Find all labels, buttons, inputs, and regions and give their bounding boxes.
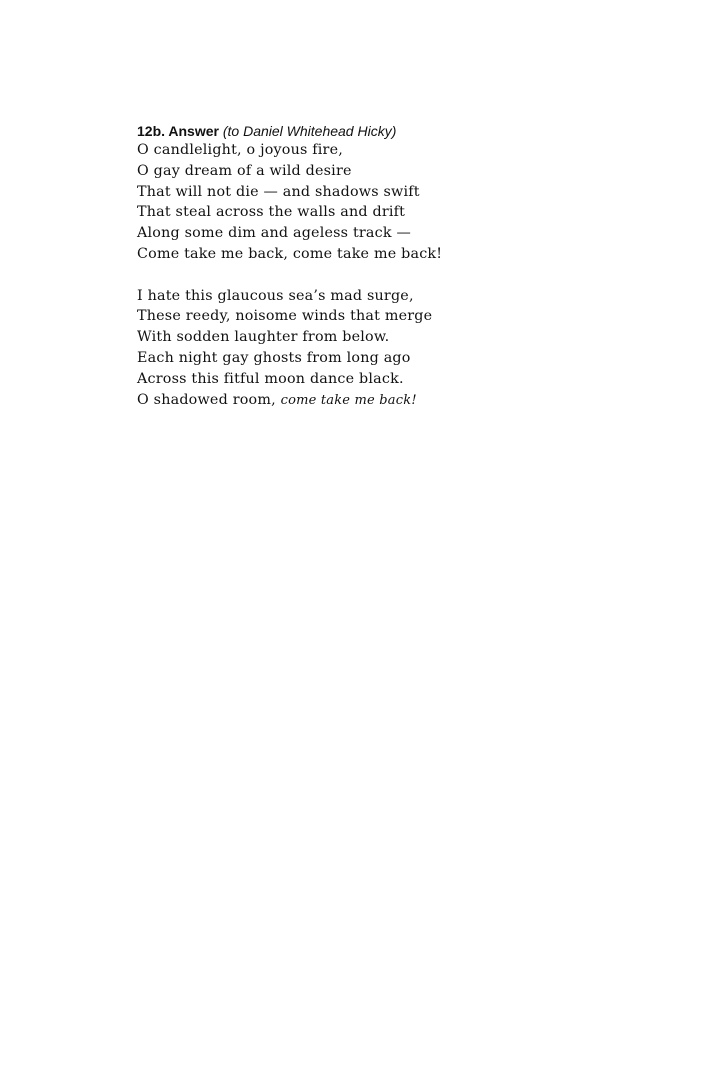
last-line-italic: come take me back!	[280, 392, 417, 408]
last-line-plain: O shadowed room,	[137, 391, 281, 408]
poem-line: O candlelight, o joyous fire,	[137, 142, 343, 158]
poem-line: Across this fitful moon dance black.	[137, 370, 404, 387]
poem-title: 12b. Answer	[137, 123, 219, 139]
poem-line: That will not die — and shadows swift	[137, 183, 420, 200]
poem-line: Along some dim and ageless track —	[137, 225, 411, 242]
poem-line: Each night gay ghosts from long ago	[137, 349, 411, 366]
poem-line: Come take me back, come take me back!	[137, 245, 443, 262]
poem-heading	[137, 122, 657, 140]
stanza-2	[137, 286, 657, 412]
poem-last-line	[137, 390, 657, 412]
poem-line: That steal across the walls and drift	[137, 204, 406, 221]
poem-line: O gay dream of a wild desire	[137, 162, 352, 179]
poem-line: These reedy, noisome winds that merge	[137, 308, 433, 325]
poem	[137, 122, 657, 411]
poem-dedication: (to Daniel Whitehead Hicky)	[222, 123, 397, 139]
poem-line: I hate this glaucous sea’s mad surge,	[137, 287, 414, 304]
poem-line: With sodden laughter from below.	[137, 329, 390, 346]
stanza-1	[137, 140, 657, 265]
